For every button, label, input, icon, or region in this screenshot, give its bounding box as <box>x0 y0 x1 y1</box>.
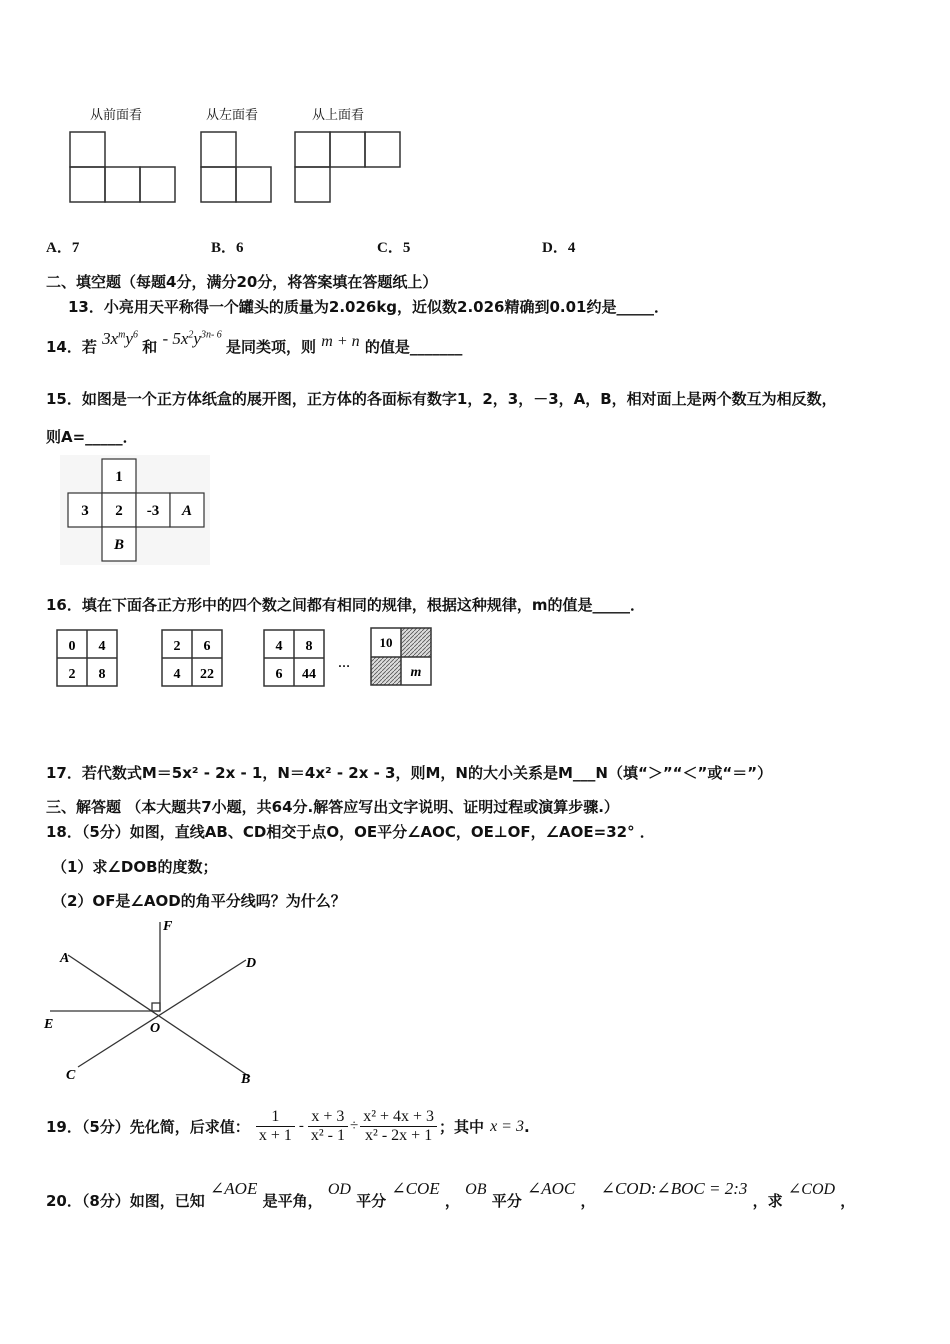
label-f: F <box>163 919 173 934</box>
q14-term2: - 5x <box>162 329 189 348</box>
view-label-left: 从左面看 <box>206 108 259 123</box>
sq1-tl: 0 <box>68 639 76 654</box>
q20-p1: 20．（8分）如图，已知 <box>46 1192 205 1210</box>
section2-heading: 二、填空题（每题4分，满分20分，将答案填在答题纸上） <box>46 273 438 291</box>
q19-f3-num: x² + 4x + 3 <box>360 1108 437 1127</box>
sq4-br: m <box>410 665 422 680</box>
net-cell-b: B <box>113 537 125 553</box>
q20-p4: ， <box>444 1192 460 1210</box>
sq2-tr: 6 <box>203 639 211 654</box>
label-o: O <box>150 1021 161 1036</box>
q14-term1-sup2: 6 <box>132 329 138 341</box>
q14-term1-y: y <box>125 329 133 348</box>
q14-term2-sup2: 3n- 6 <box>200 329 222 341</box>
label-d: D <box>246 956 257 971</box>
section3-heading: 三、解答题 （本大题共7小题，共64分.解答应写出文字说明、证明过程或演算步骤.） <box>46 798 619 816</box>
view-label-top: 从上面看 <box>312 108 365 123</box>
label-a: A <box>60 951 70 966</box>
q20-a3: ∠COE <box>391 1179 440 1198</box>
cube-net-figure <box>60 455 210 565</box>
q19-mid: ；其中 <box>439 1118 485 1136</box>
question-13: 13．小亮用天平称得一个罐头的质量为2.026kg，近似数2.026精确到0.01约是_____． <box>68 298 669 316</box>
question-15-line2: 则A=_____． <box>46 428 138 446</box>
q14-suffix: 的值是_______ <box>364 338 463 356</box>
q19-f2-num: x + 3 <box>308 1108 348 1127</box>
net-cell-2: 2 <box>115 503 123 519</box>
q14-term2-sup1: 2 <box>188 329 194 341</box>
q20-p2: 是平角， <box>262 1192 323 1210</box>
option-d: D．4 <box>542 240 576 256</box>
three-views-figure <box>60 125 420 210</box>
q19-value: x = 3 <box>490 1117 524 1135</box>
sq3-bl: 6 <box>275 667 283 682</box>
question-18-part1: （1）求∠DOB的度数； <box>52 858 218 876</box>
sq1-tr: 4 <box>98 639 106 654</box>
net-cell-a: A <box>181 503 193 519</box>
q19-end: . <box>523 1117 530 1136</box>
q19-fraction2 <box>308 1108 348 1145</box>
option-b: B．6 <box>211 240 244 256</box>
q14-term2-y: y <box>193 329 201 348</box>
q20-a1: ∠AOE <box>210 1179 258 1198</box>
q19-minus: - <box>298 1118 304 1134</box>
q19-prefix: 19．（5分）先化简，后求值： <box>46 1118 250 1136</box>
question-20 <box>46 1179 856 1211</box>
sq2-br: 22 <box>200 667 214 682</box>
net-cell-1: 1 <box>115 469 123 485</box>
q20-a5: ∠AOC <box>526 1179 576 1198</box>
q19-f1-num: 1 <box>256 1108 295 1127</box>
q19-fraction3 <box>360 1108 437 1145</box>
q20-p6: ， <box>580 1192 596 1210</box>
option-a: A．7 <box>46 240 80 256</box>
q20-a2: OD <box>327 1181 351 1198</box>
q20-p7: ，求 <box>752 1192 783 1210</box>
sq2-tl: 2 <box>173 639 181 654</box>
q14-mid: 是同类项，则 <box>226 338 317 356</box>
q14-term1: 3x <box>102 329 119 348</box>
sq4-tl: 10 <box>379 635 393 650</box>
q14-and: 和 <box>142 338 158 356</box>
sq3-tr: 8 <box>305 639 313 654</box>
q20-a7: ∠COD <box>787 1181 836 1198</box>
net-cell-3: 3 <box>81 503 89 519</box>
q20-p8: ， <box>840 1192 856 1210</box>
q14-expr: m + n <box>321 333 360 350</box>
pattern-squares-figure <box>50 623 450 695</box>
sq3-tl: 4 <box>275 639 283 654</box>
question-16: 16．填在下面各正方形中的四个数之间都有相同的规律，根据这种规律，m的值是_____． <box>46 596 646 614</box>
q19-div: ÷ <box>349 1118 359 1134</box>
q20-p5: 平分 <box>491 1192 522 1210</box>
q20-p3: 平分 <box>356 1192 387 1210</box>
sq1-br: 8 <box>98 667 106 682</box>
q19-fraction1 <box>256 1108 295 1145</box>
net-cell-neg3: -3 <box>146 503 160 519</box>
question-15-line1: 15．如图是一个正方体纸盒的展开图，正方体的各面标有数字1，2，3，－3，A，B，相对面上是两个数互为相反数， <box>46 390 837 408</box>
pattern-ellipsis: … <box>338 656 350 670</box>
question-17: 17．若代数式M＝5x² - 2x - 1，N＝4x² - 2x - 3，则M，N的大小关系是M___N（填“＞”“＜”或“＝”） <box>46 764 773 782</box>
sq1-bl: 2 <box>68 667 76 682</box>
question-18-part2: （2）OF是∠AOD的角平分线吗？为什么？ <box>52 892 346 910</box>
view-label-front: 从前面看 <box>90 108 143 123</box>
option-c: C．5 <box>377 240 411 256</box>
q19-f3-den: x² - 2x + 1 <box>365 1127 433 1144</box>
label-b: B <box>241 1072 251 1087</box>
sq2-bl: 4 <box>173 667 181 682</box>
question-19 <box>46 1108 530 1145</box>
q14-prefix: 14．若 <box>46 338 97 356</box>
q20-a4: OB <box>465 1181 487 1198</box>
question-14 <box>46 329 463 357</box>
question-18-stem: 18．（5分）如图，直线AB、CD相交于点O，OE平分∠AOC，OE⊥OF，∠AOE=32° ． <box>46 823 655 841</box>
label-c: C <box>66 1068 76 1083</box>
label-e: E <box>44 1017 54 1032</box>
q19-f1-den: x + 1 <box>258 1127 292 1144</box>
q19-f2-den: x² - 1 <box>310 1127 345 1144</box>
q20-a6: ∠COD:∠BOC = 2:3 <box>600 1179 748 1198</box>
sq3-br: 44 <box>302 667 316 682</box>
angle-lines-figure <box>40 915 270 1090</box>
q14-term1-sup1: m <box>118 329 126 341</box>
